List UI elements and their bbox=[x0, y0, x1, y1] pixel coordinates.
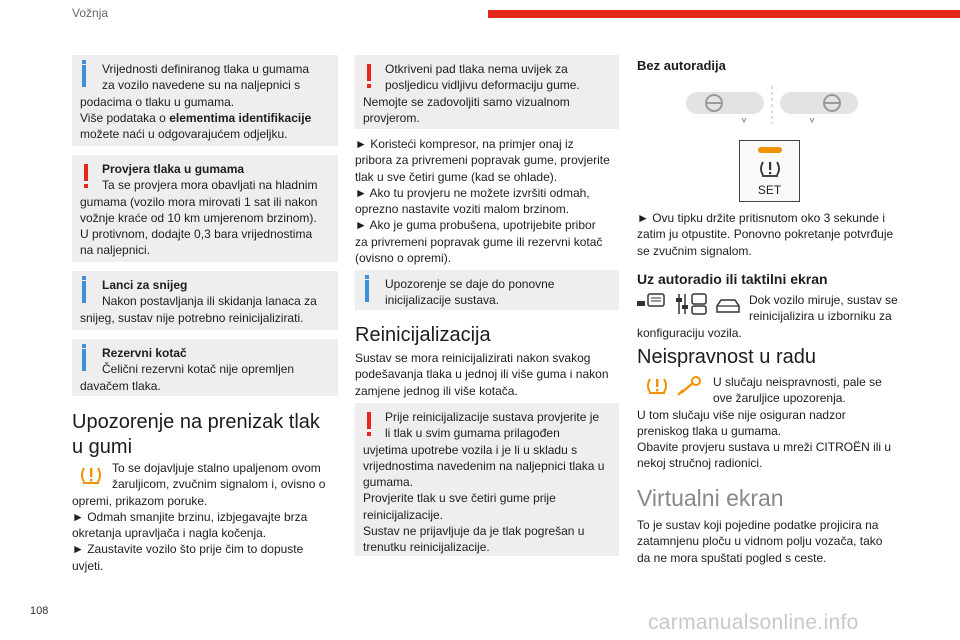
warning-box-deformation bbox=[355, 55, 619, 129]
text-line: provjerom. bbox=[363, 110, 420, 125]
text-line: ► Ako tu provjeru ne možete izvršiti odmah, bbox=[355, 185, 590, 200]
header-section-title: Vožnja bbox=[72, 6, 109, 20]
text-line: Sustav ne prijavljuje da je tlak pogrešan u bbox=[363, 524, 585, 539]
set-button-paragraph bbox=[637, 210, 912, 259]
info-icon bbox=[82, 281, 86, 303]
text-line: oprezno nastavite voziti malom brzinom. bbox=[355, 202, 570, 217]
text-line: inicijalizacije sustava. bbox=[385, 293, 500, 308]
text-line: U protivnom, dodajte 0,3 bara vrijednostima bbox=[80, 227, 313, 242]
steering-wheel-stalks-illustration bbox=[684, 84, 860, 128]
text-line: (ovisno o opremi). bbox=[355, 251, 452, 266]
text-line: na naljepnici. bbox=[80, 243, 151, 258]
text-line: vožnje kraće od 10 km umjerenom brzinom). bbox=[80, 210, 317, 225]
warning-icon bbox=[84, 164, 88, 181]
text-line: ► Zaustavite vozilo što prije čim to dopuste bbox=[72, 542, 304, 557]
text-line: podacima o tlaku u gumama. bbox=[80, 94, 235, 109]
text-line: gumama (vozilo mora mirovati 1 sat ili nakon bbox=[80, 194, 318, 209]
text-line: konfiguraciju vozila. bbox=[637, 325, 742, 340]
text-line: U tom slučaju više nije osiguran nadzor bbox=[637, 407, 846, 422]
text-line: trenutku reinicijalizacije. bbox=[363, 540, 490, 555]
text-line: Nakon postavljanja ili skidanja lanaca za bbox=[102, 294, 317, 309]
text-line: ► Ako je guma probušena, upotrijebite pribor bbox=[355, 218, 596, 233]
low-pressure-paragraph bbox=[72, 460, 342, 574]
text-line: uvjetima upotrebe vozila i je li u skladu s bbox=[363, 442, 578, 457]
section-heading-malfunction: Neispravnost u radu bbox=[637, 346, 816, 368]
text-line: zatamnjenu ploču u vidnom polju vozača, tako bbox=[637, 534, 883, 549]
text-line: li tlak u svim gumama prilagođen bbox=[385, 426, 560, 441]
info-box-reinit-warning bbox=[355, 270, 619, 310]
reinit-paragraph bbox=[355, 350, 625, 399]
text-line: žaruljicom, zvučnim signalom i, ovisno o bbox=[112, 477, 326, 492]
text-line: snijeg, sustav nije potrebno reinicijalizirati. bbox=[80, 310, 304, 325]
info-icon bbox=[82, 65, 86, 87]
text-line: opremi, prikazom poruke. bbox=[72, 493, 208, 508]
text-line: To je sustav koji pojedine podatke projicira na bbox=[637, 518, 879, 532]
warning-icon bbox=[367, 412, 371, 429]
text-line: vrijednostima navedenim na naljepnici tlaka u bbox=[363, 458, 605, 473]
text-line: Više podataka o elementima identifikacije bbox=[80, 110, 312, 125]
watermark-text: carmanualsonline.info bbox=[648, 611, 859, 634]
text-line: Otkriveni pad tlaka nema uvijek za bbox=[385, 62, 568, 76]
text-line: za privremeni popravak gume ili rezervni kotač bbox=[355, 234, 603, 249]
text-line: ► Odmah smanjite brzinu, izbjegavajte brza bbox=[72, 509, 308, 524]
box-title: Lanci za snijeg bbox=[102, 278, 188, 292]
box-title: Rezervni kotač bbox=[102, 346, 187, 360]
radio-reinit-paragraph bbox=[637, 292, 912, 341]
text-line: To se dojavljuje stalno upaljenom ovom bbox=[112, 461, 321, 475]
text-line: ove žaruljice upozorenja. bbox=[713, 391, 846, 406]
malfunction-paragraph bbox=[637, 374, 912, 472]
text-line: Upozorenje se daje do ponovne bbox=[385, 277, 555, 291]
set-button[interactable] bbox=[739, 140, 800, 202]
text-line: U slučaju neispravnosti, pale se bbox=[713, 375, 882, 389]
text-line: reinicijalizacije. bbox=[363, 507, 444, 522]
text-line: se zvučnim signalom. bbox=[637, 243, 752, 258]
virtual-display-paragraph bbox=[637, 517, 912, 566]
text-line: reinicijalizira u izborniku za bbox=[749, 309, 892, 324]
info-icon bbox=[365, 280, 369, 302]
text-line: davačem tlaka. bbox=[80, 378, 161, 393]
text-line: posljedicu vidljivu deformaciju gume. bbox=[385, 78, 580, 93]
text-line: uvjeti. bbox=[72, 558, 104, 573]
compressor-paragraph bbox=[355, 136, 625, 266]
tyre-pressure-icon bbox=[758, 159, 782, 179]
text-line: preniskog tlaka u gumama. bbox=[637, 423, 782, 438]
info-box-snow-chains bbox=[72, 271, 338, 330]
text-line: Vrijednosti definiranog tlaka u gumama bbox=[102, 62, 310, 76]
warning-icon bbox=[367, 64, 371, 81]
info-box-spare-wheel bbox=[72, 339, 338, 396]
text-line: Nemojte se zadovoljiti samo vizualnom bbox=[363, 94, 570, 109]
warning-box-before-reinit bbox=[355, 403, 619, 556]
text-line: nekoj stručnoj radionici. bbox=[637, 456, 763, 471]
text-line: pribora za privremeni popravak gume, provjerite bbox=[355, 153, 610, 168]
text-line: podešavanja tlaka u jednoj ili više guma i nakon bbox=[355, 367, 609, 382]
text-line: Sustav se mora reinicijalizirati nakon svakog bbox=[355, 351, 591, 365]
text-line: Obavite provjeru sustava u mreži CITROËN ili u bbox=[637, 440, 892, 455]
box-title: Provjera tlaka u gumama bbox=[102, 162, 245, 176]
text-line: možete naći u odgovarajućem odjeljku. bbox=[80, 127, 288, 142]
page-number: 108 bbox=[30, 605, 49, 617]
text-line: ► Koristeći kompresor, na primjer onaj iz bbox=[355, 137, 574, 151]
text-line: za vozilo navedene su na naljepnici s bbox=[102, 78, 301, 93]
header-accent-bar bbox=[488, 10, 960, 18]
text-line: ► Ovu tipku držite pritisnutom oko 3 sekunde i bbox=[637, 211, 885, 225]
text-line: zatim ju otpustite. Ponovno pokretanje potvrđuje bbox=[637, 227, 894, 242]
text-line: da ne mora spuštati pogled s ceste. bbox=[637, 550, 827, 565]
text-line: gumama. bbox=[363, 475, 414, 490]
text-line: Prije reinicijalizacije sustava provjerite je bbox=[385, 410, 600, 424]
subheading-with-radio: Uz autoradio ili taktilni ekran bbox=[637, 271, 828, 287]
info-icon bbox=[82, 349, 86, 371]
subheading-no-radio: Bez autoradija bbox=[637, 58, 726, 73]
set-button-label: SET bbox=[757, 183, 782, 197]
text-line: tlak u sve četiri gume (kad se ohlade). bbox=[355, 169, 558, 184]
text-line: okretanja upravljača i nagla kočenja. bbox=[72, 526, 267, 541]
warning-box-pressure-check bbox=[72, 155, 338, 262]
text-line: zamjene jednog ili više kotača. bbox=[355, 383, 518, 398]
set-button-led bbox=[758, 147, 782, 153]
section-heading-reinit: Reinicijalizacija bbox=[355, 324, 491, 346]
text-line: Čelični rezervni kotač nije opremljen bbox=[102, 362, 295, 377]
section-heading-low-pressure: Upozorenje na prenizak tlak u gumi bbox=[72, 411, 320, 458]
text-line: Ta se provjera mora obavljati na hladnim bbox=[102, 178, 318, 193]
text-line: Provjerite tlak u sve četiri gume prije bbox=[363, 491, 556, 506]
section-heading-virtual-display: Virtualni ekran bbox=[637, 485, 784, 511]
text-line: Dok vozilo miruje, sustav se bbox=[749, 293, 898, 307]
info-box-tyre-pressure-label bbox=[72, 55, 338, 146]
